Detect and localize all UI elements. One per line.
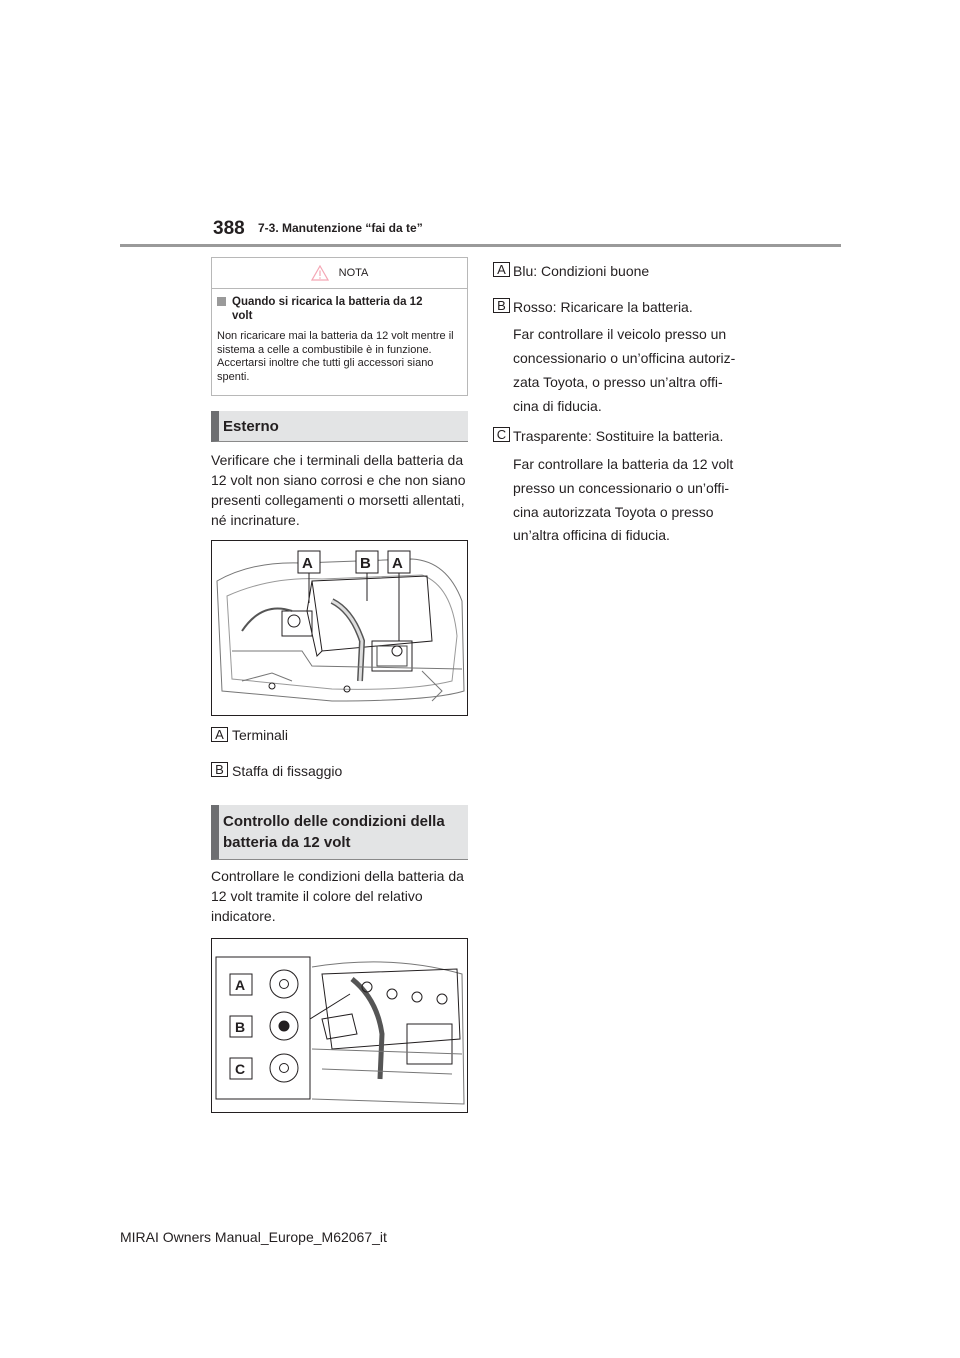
esterno-heading-text: Esterno [223, 417, 279, 435]
nota-title [217, 295, 461, 323]
trasparente-line-4: un’altra officina di fiducia. [513, 527, 670, 543]
legend-text-terminali: Terminali [232, 727, 289, 743]
callout-a2: A [392, 555, 403, 572]
nota-label: NOTA [338, 267, 369, 279]
indicator-label-c: C [235, 1061, 246, 1077]
legend-text-staffa: Staffa di fissaggio [232, 763, 343, 779]
nota-title-text: Quando si ricarica la batteria da 12 volt [232, 296, 423, 322]
trasparente-line-1: Far controllare la batteria da 12 volt [513, 456, 734, 472]
indicator-badge-a: A [493, 262, 510, 277]
indicator-label-b: B [235, 1019, 246, 1035]
footer-manual-id: MIRAI Owners Manual_Europe_M62067_it [120, 1229, 387, 1245]
indicator-label-a: A [235, 977, 246, 993]
nota-header [212, 258, 467, 289]
indicator-text-blu: Blu: Condizioni buone [513, 263, 650, 279]
legend-badge-a: A [211, 727, 228, 742]
indicator-text-rosso: Rosso: Ricaricare la batteria. [513, 299, 693, 315]
condizioni-heading [211, 805, 468, 860]
battery-indicator-illustration [211, 938, 468, 1113]
header-rule [120, 244, 841, 247]
callout-a1: A [302, 555, 313, 572]
warning-triangle-icon [311, 265, 329, 281]
callout-b: B [360, 555, 371, 572]
battery-terminals-illustration [211, 540, 468, 716]
battery-drawing [212, 541, 467, 715]
condizioni-paragraph: Controllare le condizioni della batteria da 12 volt tramite il colore del relativo indicatore. [211, 868, 464, 924]
indicator-drawing [212, 939, 467, 1112]
rosso-line-2: concessionario o un’officina autoriz- [513, 350, 736, 366]
indicator-text-trasparente: Trasparente: Sostituire la batteria. [513, 428, 724, 444]
indicator-badge-b: B [493, 298, 510, 313]
section-title: 7-3. Manutenzione “fai da te” [258, 221, 423, 235]
nota-box [211, 257, 468, 396]
nota-text: Non ricaricare mai la batteria da 12 volt mentre il sistema a celle a combustibile è in funzione. Accertarsi inoltre che tutti gli accessori siano spenti. [217, 330, 454, 383]
indicator-badge-c: C [493, 427, 510, 442]
legend-badge-b: B [211, 762, 228, 777]
square-bullet-icon [217, 297, 226, 306]
condizioni-heading-text: Controllo delle condizioni della batteria da 12 volt [223, 813, 445, 851]
esterno-heading [211, 411, 468, 442]
rosso-line-1: Far controllare il veicolo presso un [513, 326, 727, 342]
rosso-line-3: zata Toyota, o presso un’altra offi- [513, 374, 723, 390]
esterno-paragraph: Verificare che i terminali della batteria da 12 volt non siano corrosi e che non siano presenti collegamenti o morsetti allentati, né incrinature. [211, 452, 466, 528]
trasparente-line-3: cina autorizzata Toyota o presso [513, 504, 714, 520]
rosso-line-4: cina di fiducia. [513, 398, 602, 414]
trasparente-line-2: presso un concessionario o un’offi- [513, 480, 730, 496]
page-number: 388 [213, 218, 245, 239]
